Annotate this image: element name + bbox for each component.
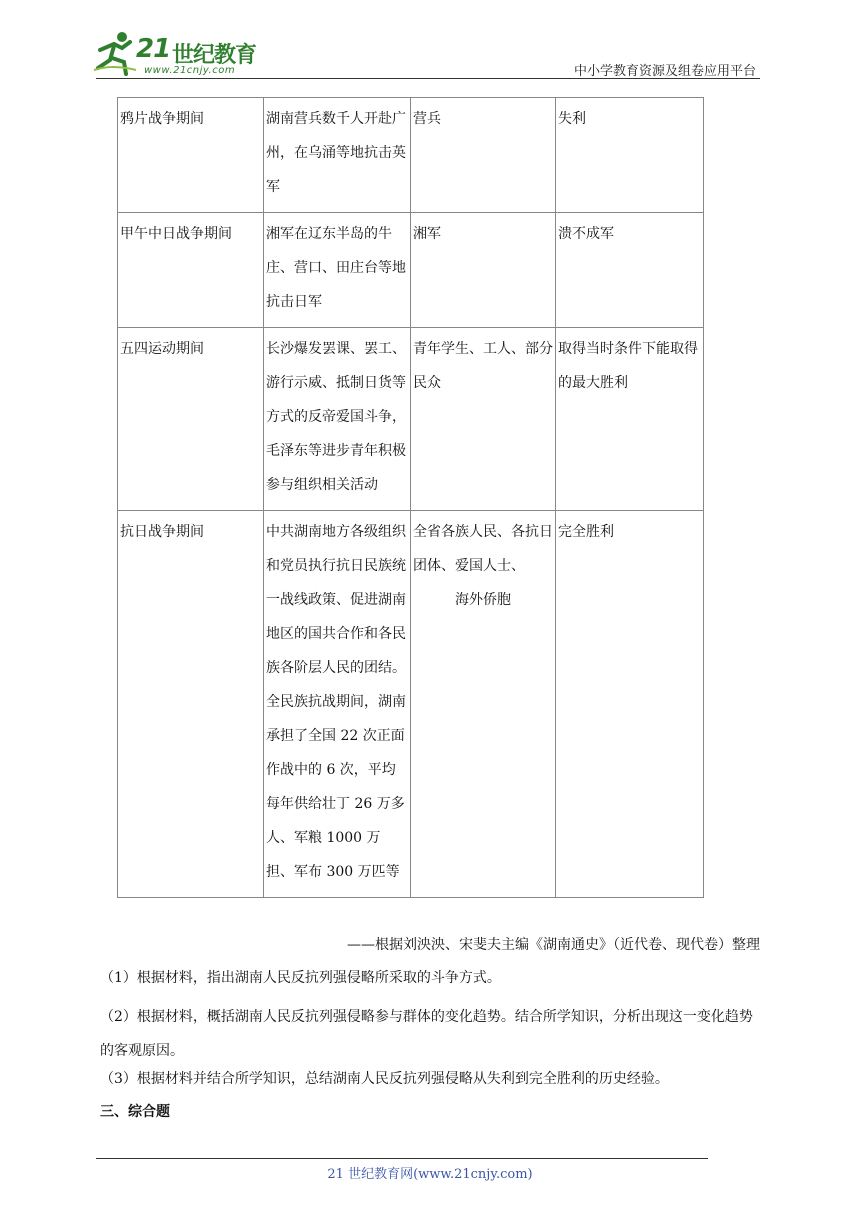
group-cell: 湘军 xyxy=(411,213,556,328)
action-cell: 中共湖南地方各级组织和党员执行抗日民族统一战线政策、促进湖南地区的国共合作和各民族各阶层人民的团结。全民族抗战期间，湖南承担了全国 22 次正面作战中的 6 次，平均每年供给壮丁 26 万多人、军粮 1000 万担、军布 300 万匹等 xyxy=(264,511,411,898)
result-cell: 失利 xyxy=(556,98,704,213)
logo-url: www.21cnjy.com xyxy=(144,65,236,76)
group-cell: 营兵 xyxy=(411,98,556,213)
period-cell: 甲午中日战争期间 xyxy=(118,213,264,328)
action-cell: 湘军在辽东半岛的牛庄、营口、田庄台等地抗击日军 xyxy=(264,213,411,328)
result-cell: 完全胜利 xyxy=(556,511,704,898)
table-row xyxy=(118,98,704,213)
site-logo[interactable] xyxy=(92,30,262,80)
question-3: （3）根据材料并结合所学知识，总结湖南人民反抗列强侵略从失利到完全胜利的历史经验。 xyxy=(100,1071,669,1087)
period-cell: 抗日战争期间 xyxy=(118,511,264,898)
history-table xyxy=(117,97,704,898)
table-row xyxy=(118,328,704,511)
period-cell: 鸦片战争期间 xyxy=(118,98,264,213)
group-cell: 青年学生、工人、部分民众 xyxy=(411,328,556,511)
question-2: （2）根据材料，概括湖南人民反抗列强侵略参与群体的变化趋势。结合所学知识，分析出现这一变化趋势的客观原因。 xyxy=(100,1009,753,1059)
group-cell xyxy=(411,511,556,898)
group-text-line1: 全省各族人民、各抗日团体、爱国人士、 xyxy=(413,524,553,574)
header-divider xyxy=(96,78,760,79)
footer-link[interactable]: 21 世纪教育网(www.21cnjy.com) xyxy=(327,1167,533,1182)
table-row xyxy=(118,213,704,328)
logo-name: 世纪教育 xyxy=(172,43,257,68)
question-1: （1）根据材料，指出湖南人民反抗列强侵略所采取的斗争方式。 xyxy=(100,970,501,986)
runner-icon xyxy=(92,30,138,76)
logo-number: 21 xyxy=(136,34,171,64)
group-text-line2: 海外侨胞 xyxy=(455,592,511,608)
source-citation: ——根据刘泱泱、宋斐夫主编《湖南通史》（近代卷、现代卷）整理 xyxy=(347,937,760,953)
table-row xyxy=(118,511,704,898)
result-cell: 溃不成军 xyxy=(556,213,704,328)
action-cell: 湖南营兵数千人开赴广州，在乌涌等地抗击英军 xyxy=(264,98,411,213)
section-title: 三、综合题 xyxy=(100,1104,170,1120)
header-tagline: 中小学教育资源及组卷应用平台 xyxy=(573,64,756,79)
action-cell: 长沙爆发罢课、罢工、游行示威、抵制日货等方式的反帝爱国斗争，毛泽东等进步青年积极参与组织相关活动 xyxy=(264,328,411,511)
period-cell: 五四运动期间 xyxy=(118,328,264,511)
page-header xyxy=(0,0,860,82)
footer-divider xyxy=(96,1158,708,1159)
result-cell: 取得当时条件下能取得的最大胜利 xyxy=(556,328,704,511)
